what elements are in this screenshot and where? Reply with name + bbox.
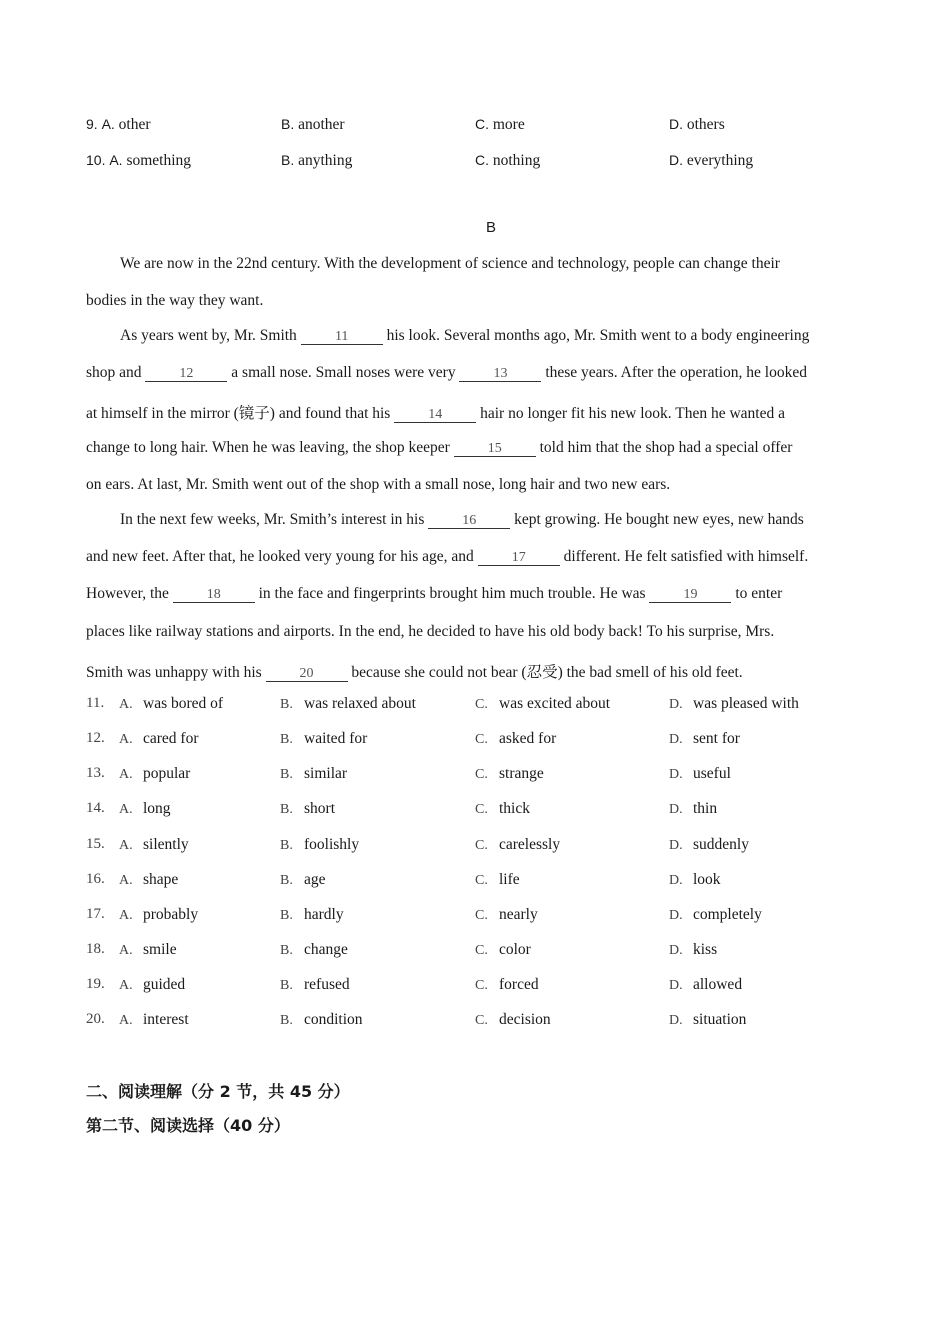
passage-line — [86, 660, 743, 682]
option-label: D. — [669, 838, 683, 853]
passage-line — [86, 585, 782, 603]
question-10-option-b[interactable] — [281, 152, 352, 170]
option-label: C. — [475, 1013, 488, 1028]
question-number: 14. — [86, 800, 105, 816]
option-a[interactable] — [119, 941, 177, 959]
option-a[interactable] — [119, 765, 190, 783]
question-number: 17. — [86, 906, 105, 922]
option-d[interactable] — [669, 976, 742, 994]
passage-line — [86, 548, 808, 566]
option-text: carelessly — [499, 836, 561, 853]
option-label: C. — [475, 767, 488, 782]
option-b[interactable] — [280, 836, 359, 854]
option-label: A. — [119, 873, 133, 888]
option-c[interactable] — [475, 906, 538, 924]
passage-text: As years went by, Mr. Smith — [120, 327, 297, 344]
passage-line — [120, 511, 804, 529]
option-text: long — [143, 800, 171, 817]
question-row — [86, 730, 886, 752]
option-row-10 — [86, 152, 886, 174]
option-a[interactable] — [119, 1011, 189, 1029]
blank-16[interactable]: 16 — [428, 513, 510, 529]
option-label: C. — [475, 873, 488, 888]
passage-line: places like railway stations and airports. In the end, he decided to have his old body back! To his surprise, Mrs. — [86, 623, 775, 640]
option-text: was bored of — [143, 695, 224, 712]
question-number: 20. — [86, 1011, 105, 1027]
option-text: guided — [143, 976, 186, 993]
option-text: waited for — [304, 730, 368, 747]
option-d[interactable] — [669, 765, 731, 783]
option-label: C. — [475, 802, 488, 817]
blank-18[interactable]: 18 — [173, 587, 255, 603]
option-text: nearly — [499, 906, 538, 923]
option-label: A. — [101, 116, 115, 132]
option-label: B. — [280, 697, 293, 712]
option-text: life — [499, 871, 520, 888]
question-row — [86, 976, 886, 998]
passage-text: hair no longer fit his new look. Then he wanted a — [480, 405, 785, 422]
option-b[interactable] — [280, 906, 344, 924]
option-label: C. — [475, 908, 488, 923]
option-label: D. — [669, 908, 683, 923]
option-text: popular — [143, 765, 191, 782]
option-text: was relaxed about — [304, 695, 416, 712]
question-number: 10. — [86, 152, 106, 168]
blank-19[interactable]: 19 — [649, 587, 731, 603]
passage-text: kept growing. He bought new eyes, new hands — [514, 511, 804, 528]
option-label: B. — [280, 838, 293, 853]
passage-line: on ears. At last, Mr. Smith went out of the shop with a small nose, long hair and two new ears. — [86, 476, 671, 493]
option-label: C. — [475, 116, 489, 132]
option-d[interactable] — [669, 695, 799, 713]
option-text: allowed — [693, 976, 743, 993]
option-b[interactable] — [280, 800, 335, 818]
option-label: B. — [281, 152, 295, 168]
option-text: something — [126, 152, 192, 169]
option-text: others — [686, 116, 725, 133]
option-text: completely — [693, 906, 762, 923]
passage-text: his look. Several months ago, Mr. Smith went to a body engineering — [386, 327, 810, 344]
question-9-option-c[interactable] — [475, 116, 525, 134]
question-number: 16. — [86, 871, 105, 887]
passage-line: bodies in the way they want. — [86, 292, 264, 309]
passage-line — [86, 439, 792, 457]
option-b[interactable] — [280, 871, 326, 889]
question-10-option-a[interactable] — [86, 152, 191, 170]
question-number: 19. — [86, 976, 105, 992]
option-c[interactable] — [475, 941, 531, 959]
question-row — [86, 1011, 886, 1033]
option-text: was pleased with — [693, 695, 799, 712]
option-text: age — [304, 871, 326, 888]
part-heading: 二、阅读理解（分 2 节，共 45 分） — [86, 1082, 350, 1101]
passage-line: We are now in the 22nd century. With the development of science and technology, people can change their — [120, 255, 780, 272]
option-label: D. — [669, 732, 683, 747]
passage-text: change to long hair. When he was leaving, the shop keeper — [86, 439, 450, 456]
option-c[interactable] — [475, 695, 610, 713]
passage-text: shop and — [86, 364, 142, 381]
option-d[interactable] — [669, 906, 762, 924]
question-row — [86, 906, 886, 928]
option-d[interactable] — [669, 800, 717, 818]
question-10-option-c[interactable] — [475, 152, 540, 170]
option-text: thick — [499, 800, 530, 817]
option-d[interactable] — [669, 941, 717, 959]
passage-line — [120, 327, 809, 345]
option-c[interactable] — [475, 976, 539, 994]
option-label: B. — [280, 978, 293, 993]
option-label: D. — [669, 802, 683, 817]
option-label: A. — [109, 152, 123, 168]
passage-text: Smith was unhappy with his — [86, 664, 262, 681]
passage-text: because she could not bear (忍受) the bad smell of his old feet. — [351, 664, 743, 681]
option-d[interactable] — [669, 730, 740, 748]
option-label: A. — [119, 732, 133, 747]
blank-11[interactable]: 11 — [301, 329, 383, 345]
question-row — [86, 695, 886, 717]
option-a[interactable] — [119, 800, 171, 818]
option-text: another — [298, 116, 345, 133]
option-text: useful — [693, 765, 731, 782]
option-text: situation — [693, 1011, 747, 1028]
option-label: A. — [119, 978, 133, 993]
option-label: A. — [119, 1013, 133, 1028]
option-d[interactable] — [669, 1011, 746, 1029]
option-c[interactable] — [475, 871, 520, 889]
option-text: strange — [499, 765, 544, 782]
blank-17[interactable]: 17 — [478, 550, 560, 566]
option-text: was excited about — [499, 695, 611, 712]
option-text: anything — [298, 152, 353, 169]
option-label: D. — [669, 152, 683, 168]
question-10-option-d[interactable] — [669, 152, 753, 170]
option-label: A. — [119, 943, 133, 958]
option-text: other — [118, 116, 151, 133]
blank-13[interactable]: 13 — [459, 366, 541, 382]
option-label: D. — [669, 1013, 683, 1028]
option-text: interest — [143, 1011, 189, 1028]
option-text: sent for — [693, 730, 740, 747]
option-label: D. — [669, 116, 683, 132]
question-number: 9. — [86, 116, 98, 132]
option-b[interactable] — [280, 941, 348, 959]
passage-text: in the face and fingerprints brought him much trouble. He was — [258, 585, 646, 602]
blank-15[interactable]: 15 — [454, 441, 536, 457]
option-text: look — [693, 871, 721, 888]
question-number: 13. — [86, 765, 105, 781]
option-label: B. — [280, 802, 293, 817]
question-number: 15. — [86, 836, 105, 852]
blank-12[interactable]: 12 — [145, 366, 227, 382]
option-text: hardly — [304, 906, 344, 923]
option-text: nothing — [492, 152, 541, 169]
passage-text: a small nose. Small noses were very — [231, 364, 456, 381]
option-d[interactable] — [669, 871, 721, 889]
option-label: D. — [669, 697, 683, 712]
option-label: C. — [475, 978, 488, 993]
question-row — [86, 765, 886, 787]
passage-text: to enter — [735, 585, 783, 602]
option-label: B. — [280, 732, 293, 747]
option-label: A. — [119, 838, 133, 853]
option-text: color — [499, 941, 531, 958]
option-a[interactable] — [119, 976, 185, 994]
option-label: A. — [119, 697, 133, 712]
option-label: A. — [119, 767, 133, 782]
option-text: suddenly — [693, 836, 749, 853]
option-c[interactable] — [475, 765, 544, 783]
option-label: B. — [280, 1013, 293, 1028]
option-text: more — [492, 116, 525, 133]
option-label: B. — [280, 767, 293, 782]
question-number: 12. — [86, 730, 105, 746]
passage-text: different. He felt satisfied with himself. — [563, 548, 809, 565]
question-number: 11. — [86, 695, 105, 711]
option-text: refused — [304, 976, 350, 993]
option-text: thin — [693, 800, 718, 817]
option-text: asked for — [499, 730, 557, 747]
section-heading: B — [486, 219, 497, 236]
option-text: cared for — [143, 730, 199, 747]
option-label: B. — [280, 943, 293, 958]
option-text: condition — [304, 1011, 363, 1028]
option-text: forced — [499, 976, 539, 993]
question-row — [86, 871, 886, 893]
option-b[interactable] — [280, 730, 367, 748]
passage-text: these years. After the operation, he looked — [545, 364, 807, 381]
question-row — [86, 800, 886, 822]
option-label: C. — [475, 838, 488, 853]
option-d[interactable] — [669, 836, 749, 854]
option-label: D. — [669, 873, 683, 888]
option-label: B. — [280, 908, 293, 923]
option-label: C. — [475, 152, 489, 168]
option-label: D. — [669, 978, 683, 993]
question-9-option-a[interactable] — [86, 116, 151, 134]
passage-line — [86, 364, 807, 382]
option-text: similar — [304, 765, 348, 782]
option-label: C. — [475, 732, 488, 747]
option-label: B. — [280, 873, 293, 888]
option-label: D. — [669, 767, 683, 782]
option-text: everything — [686, 152, 754, 169]
option-b[interactable] — [280, 765, 347, 783]
option-b[interactable] — [280, 695, 416, 713]
option-c[interactable] — [475, 730, 556, 748]
option-c[interactable] — [475, 800, 530, 818]
question-row — [86, 941, 886, 963]
passage-text: In the next few weeks, Mr. Smith’s interest in his — [120, 511, 425, 528]
question-9-option-b[interactable] — [281, 116, 345, 134]
passage-text: at himself in the mirror (镜子) and found that his — [86, 405, 391, 422]
option-a[interactable] — [119, 730, 199, 748]
option-label: B. — [281, 116, 295, 132]
option-c[interactable] — [475, 836, 560, 854]
section-heading: 第二节、阅读选择（40 分） — [86, 1116, 290, 1135]
option-text: decision — [499, 1011, 551, 1028]
passage-text: and new feet. After that, he looked very young for his age, and — [86, 548, 474, 565]
option-text: silently — [143, 836, 189, 853]
question-number: 18. — [86, 941, 105, 957]
question-9-option-d[interactable] — [669, 116, 725, 134]
option-b[interactable] — [280, 976, 350, 994]
option-text: kiss — [693, 941, 718, 958]
blank-14[interactable]: 14 — [394, 407, 476, 423]
option-text: change — [304, 941, 348, 958]
option-label: D. — [669, 943, 683, 958]
option-label: A. — [119, 908, 133, 923]
option-row-9 — [86, 116, 886, 138]
option-text: short — [304, 800, 335, 817]
option-text: shape — [143, 871, 179, 888]
option-label: C. — [475, 943, 488, 958]
option-text: smile — [143, 941, 177, 958]
blank-20[interactable]: 20 — [266, 666, 348, 682]
option-text: foolishly — [304, 836, 360, 853]
option-label: C. — [475, 697, 488, 712]
passage-line — [86, 401, 785, 423]
question-row — [86, 836, 886, 858]
passage-text: told him that the shop had a special offer — [539, 439, 793, 456]
option-a[interactable] — [119, 836, 189, 854]
option-a[interactable] — [119, 871, 178, 889]
option-label: A. — [119, 802, 133, 817]
option-b[interactable] — [280, 1011, 363, 1029]
option-a[interactable] — [119, 906, 198, 924]
option-text: probably — [143, 906, 199, 923]
option-c[interactable] — [475, 1011, 551, 1029]
option-a[interactable] — [119, 695, 223, 713]
passage-text: However, the — [86, 585, 169, 602]
